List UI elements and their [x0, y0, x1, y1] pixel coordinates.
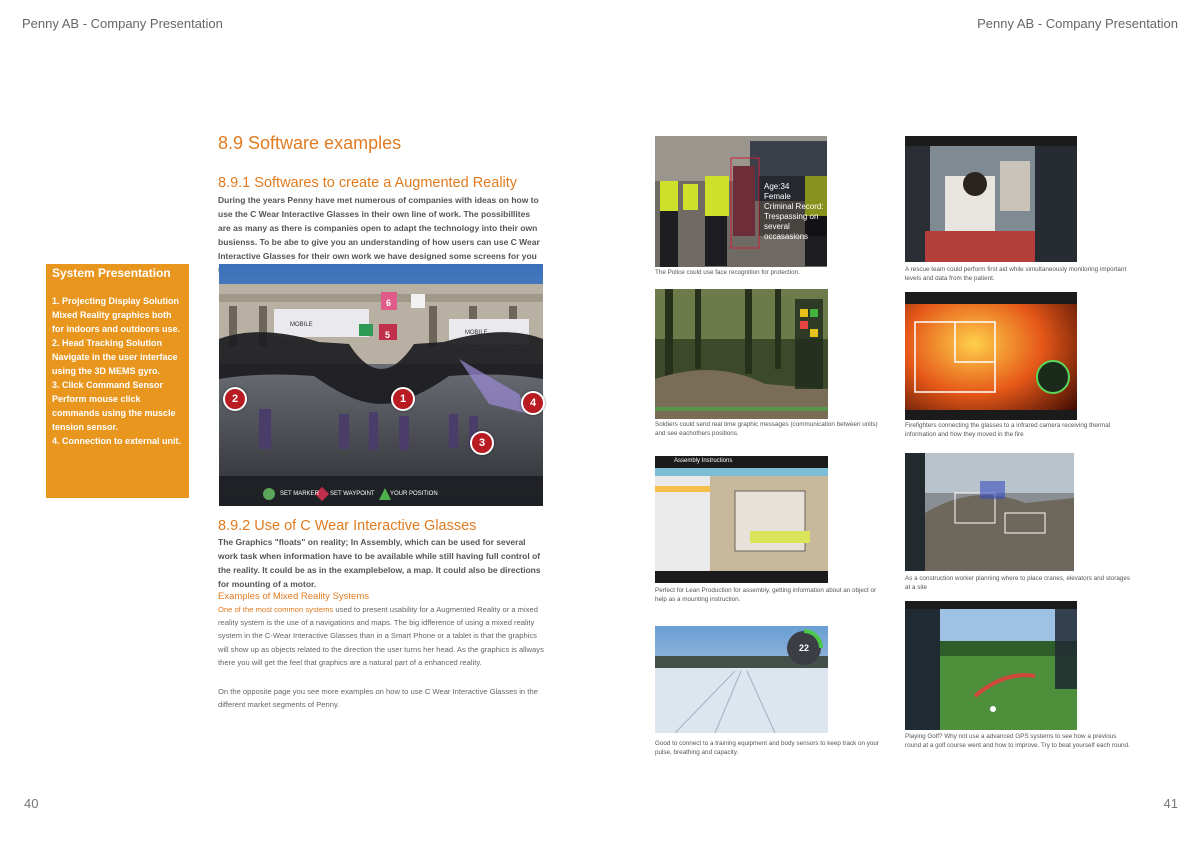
forest-scene: [655, 289, 828, 419]
page-number-left: 40: [24, 796, 39, 811]
caption-soldiers: Soldiers could send real time graphic messages (communication between units) and see eachothers positions.: [655, 421, 878, 437]
section-title: 8.9 Software examples: [218, 133, 402, 153]
caption-construction: As a construction worker planning where to place cranes, elevators and storages at a site: [905, 575, 1131, 591]
rescue-image: [905, 136, 1077, 262]
subsection-title-2: 8.9.2 Use of C Wear Interactive Glasses: [218, 518, 477, 534]
sign-mobile-1: MOBILE: [84, 64, 107, 70]
assembly-app-title: Assembly Instructions: [674, 458, 733, 464]
firefighters-image: [905, 292, 1077, 420]
caption-assembly: Perfect for Lean Production for assembly, getting information about an object or help as a mounting instruction.: [655, 587, 877, 603]
subsection-body-2: The Graphics "floats" on reality; In Assembly, which can be used for several work task when information have to be available while still having full control of the reality. It could be as in the examplebelow, a map. It could also be directions for mounting of a motor.: [218, 537, 541, 589]
caption-police: The Police could use face recognition for protection.: [655, 269, 800, 276]
main-ar-image: [219, 264, 543, 506]
golf-scene: [905, 601, 1077, 730]
badge-1: 1: [391, 387, 415, 411]
legend-your-position: YOUR POSITION: [390, 491, 438, 497]
examples-lead: One of the most common systems: [218, 605, 334, 614]
soldiers-image: [655, 289, 828, 419]
rescue-scene: [905, 136, 1077, 262]
construction-scene: [905, 453, 1074, 571]
police-overlay-text: Age:34 Female Criminal Record: Trespassing on several occasasions: [764, 182, 824, 241]
caption-rescue: A rescue team could perform first aid while simultaneously monitoring important levels and data from the patient.: [905, 266, 1127, 282]
caption-golf: Playing Golf? Why not use a advanced GPS systems to see how a previous round at a golf course went and how to improve. Try to beat yourself each round.: [905, 733, 1130, 749]
header-title-right: Penny AB - Company Presentation: [977, 16, 1178, 31]
sidebar-text: 1. Projecting Display Solution Mixed Reality graphics both for indoors and outdoors use. 2. Head Tracking Solution Navigate in the user interface using the 3D MEMS gyro. 3. Click Command Sensor Perform mouse click commands using the muscle tension sensor. 4. Connection to external unit.: [52, 296, 182, 446]
street-scene-illustration: [219, 264, 543, 506]
marker-number-6: 6: [386, 298, 392, 308]
legend-set-waypoint: SET WAYPOINT: [330, 491, 375, 497]
subsection-title-1: 8.9.1 Softwares to create a Augmented Reality: [218, 175, 518, 191]
badge-2: 2: [223, 387, 247, 411]
marker-number-5: 5: [385, 330, 391, 340]
badge-4: 4: [521, 391, 545, 415]
sidebar-title: System Presentation: [52, 266, 171, 280]
system-presentation-box: [46, 264, 189, 498]
caption-firefighters: Firefighters connecting the glasses to a infrared camera receiving thermal information and how they moved in the fire: [905, 422, 1111, 438]
examples-rest: used to present usability for a Augmented Reality or a mixed reality system is the use of a navigations and maps. The big idfference of using a mixed reality system in the C-Wear Interactive Glasses than in a Smart Phone or a tablet is that the graphics will show up as objects related to the direction the user turns her head. As the graphics is allways there you will get the feel that graphics are a natural part of a enhanced reality.: [218, 605, 544, 667]
construction-image: [905, 453, 1074, 571]
assembly-scene: [655, 456, 828, 583]
legend-set-marker: SET MARKER: [280, 491, 319, 497]
opposite-page-text: On the opposite page you see more examples on how to use C Wear Interactive Glasses in the different market segments of Penny.: [218, 687, 538, 710]
caption-training: Good to connect to a training equipment and body sensors to keep track on your pulse, breathing and capacity.: [655, 740, 880, 756]
examples-body: [218, 603, 544, 669]
examples-title: Examples of Mixed Reality Systems: [218, 591, 369, 602]
training-gauge-value: 22: [799, 643, 810, 653]
header-title-left: Penny AB - Company Presentation: [22, 16, 223, 31]
subsection-body-1: During the years Penny have met numerous of companies with ideas on how to use the C Wear Interactive Glasses in their own line of work. The possibillites are as many as there is companies open to adapt the technology into their own busienss. To be abe to give you an understanding of how users can use C Wear Interactive Glasses for their own work we have designed some screens for you: [218, 195, 540, 261]
thermal-scene: [905, 292, 1077, 420]
sign-mobile-2: MOBILE: [465, 330, 488, 336]
golf-image: [905, 601, 1077, 730]
badge-3: 3: [470, 431, 494, 455]
sign-mobile-1: MOBILE: [290, 322, 313, 328]
page-number-right: 41: [1163, 796, 1178, 811]
assembly-image: [655, 456, 828, 583]
